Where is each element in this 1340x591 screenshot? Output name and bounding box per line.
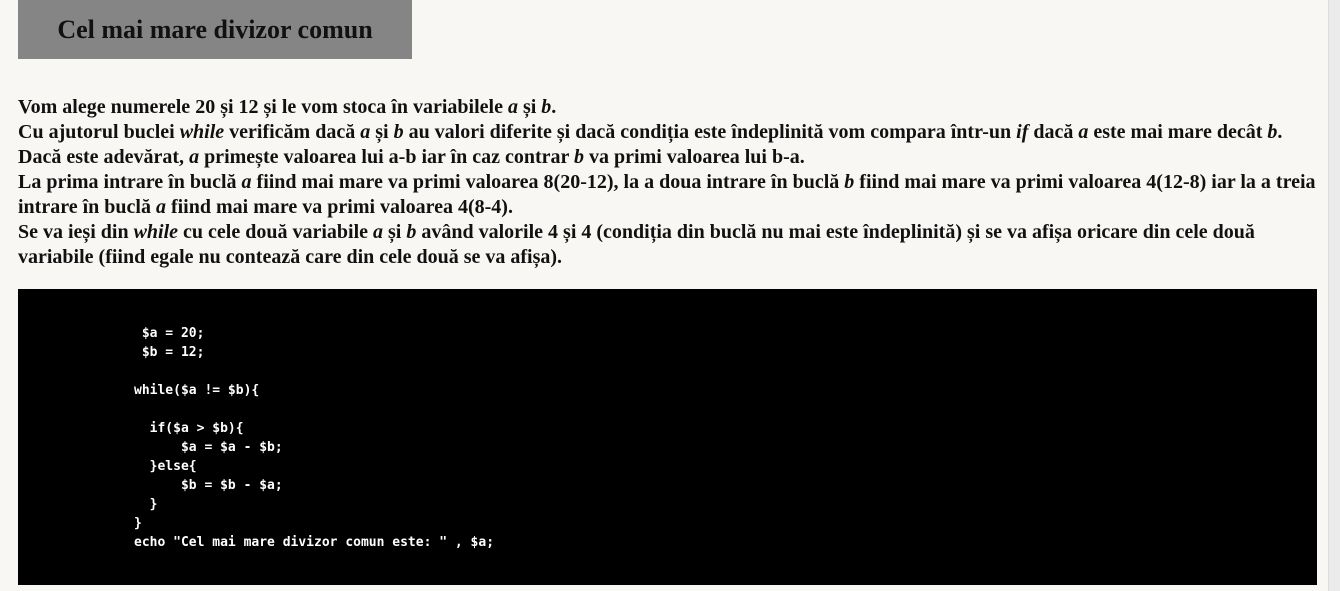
var-a: a xyxy=(373,221,384,243)
title-banner xyxy=(18,0,412,59)
description-paragraph-2 xyxy=(18,120,1318,170)
keyword-if: if xyxy=(1016,121,1029,143)
code-line xyxy=(134,400,494,419)
text: fiind mai mare va primi valoarea 4(12-8) iar la a treia intrare în buclă xyxy=(18,171,1316,218)
text: și xyxy=(517,96,542,118)
code-line: $b = $b - $a; xyxy=(134,478,283,493)
text: fiind mai mare va primi valoarea 8(20-12), la a doua intrare în buclă xyxy=(251,171,845,193)
var-b: b xyxy=(574,146,585,168)
var-b: b xyxy=(406,221,417,243)
code-line: echo "Cel mai mare divizor comun este: " , $a; xyxy=(134,535,495,550)
var-a: a xyxy=(241,171,252,193)
description-paragraph-4 xyxy=(18,220,1318,270)
var-a: a xyxy=(155,196,166,218)
description xyxy=(18,95,1318,270)
code-line: $a = 20; xyxy=(134,326,205,341)
code-line: while($a != $b){ xyxy=(134,383,260,398)
keyword-while: while xyxy=(133,221,179,243)
vertical-scrollbar[interactable] xyxy=(1328,0,1340,591)
text: . xyxy=(551,96,557,118)
code-line xyxy=(134,362,494,381)
code-line: $b = 12; xyxy=(134,345,205,360)
code-line: } xyxy=(134,497,158,512)
text: este mai mare decât xyxy=(1088,121,1268,143)
text: . Dacă este adevărat, xyxy=(18,121,1283,168)
text: având valorile 4 și 4 (condiția din buclă nu mai este îndeplinită) și se va afișa oricare din cele două variabile (fiind egale nu contează care din cele două se va afișa). xyxy=(18,221,1255,268)
code-line: if($a > $b){ xyxy=(134,421,244,436)
var-b: b xyxy=(844,171,855,193)
text: Cu ajutorul buclei xyxy=(18,121,180,143)
code-snippet xyxy=(134,324,494,552)
var-b: b xyxy=(541,96,552,118)
text: va primi valoarea lui b-a. xyxy=(584,146,805,168)
var-a: a xyxy=(1078,121,1089,143)
var-a: a xyxy=(360,121,371,143)
text: La prima intrare în buclă xyxy=(18,171,242,193)
var-a: a xyxy=(507,96,518,118)
text: Se va ieși din xyxy=(18,221,134,243)
var-b: b xyxy=(393,121,404,143)
text: și xyxy=(383,221,407,243)
text: și xyxy=(370,121,394,143)
code-line: } xyxy=(134,516,142,531)
var-b: b xyxy=(1267,121,1278,143)
text: fiind mai mare va primi valoarea 4(8-4). xyxy=(165,196,513,218)
keyword-while: while xyxy=(179,121,225,143)
text: primește valoarea lui a-b iar în caz contrar xyxy=(199,146,575,168)
description-paragraph-3 xyxy=(18,170,1318,220)
text: Vom alege numerele 20 și 12 și le vom stoca în variabilele xyxy=(18,96,508,118)
text: au valori diferite și dacă condiția este îndeplinită vom compara într-un xyxy=(403,121,1017,143)
code-block xyxy=(18,289,1317,585)
code-line: $a = $a - $b; xyxy=(134,440,283,455)
text: verificăm dacă xyxy=(224,121,361,143)
code-line: }else{ xyxy=(134,459,197,474)
text: cu cele două variabile xyxy=(178,221,374,243)
text: dacă xyxy=(1028,121,1079,143)
page-title: Cel mai mare divizor comun xyxy=(57,14,373,44)
description-paragraph-1 xyxy=(18,95,1318,120)
var-a: a xyxy=(189,146,200,168)
